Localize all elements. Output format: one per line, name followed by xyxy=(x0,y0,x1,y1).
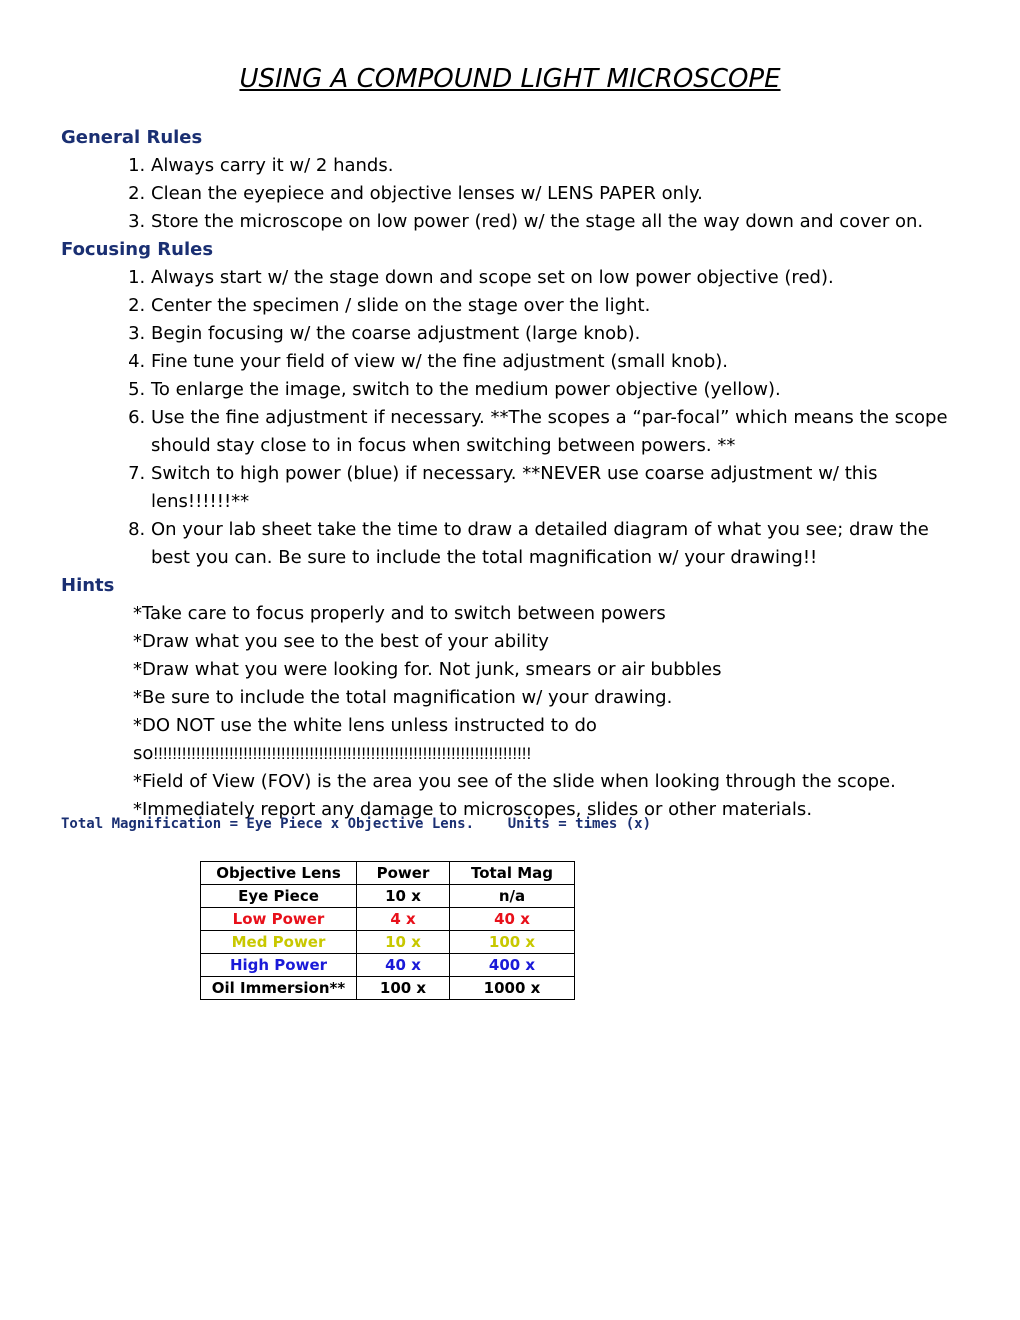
table-cell: 10 x xyxy=(357,931,450,954)
list-item: 1. Always start w/ the stage down and scope set on low power objective (red). xyxy=(151,264,971,292)
table-row xyxy=(201,954,575,977)
list-item: *Draw what you see to the best of your ability xyxy=(133,631,549,652)
table-cell: Med Power xyxy=(201,931,357,954)
magnification-table xyxy=(200,861,575,1000)
table-cell: 4 x xyxy=(357,908,450,931)
table-cell: n/a xyxy=(450,885,575,908)
list-item xyxy=(133,712,971,768)
table-header-row xyxy=(201,862,575,885)
table-cell: 40 x xyxy=(357,954,450,977)
list-item: 5. To enlarge the image, switch to the medium power objective (yellow). xyxy=(151,376,971,404)
table-row xyxy=(201,977,575,1000)
table-row xyxy=(201,931,575,954)
hints-heading: Hints xyxy=(61,575,115,596)
exclamation-marks: !!!!!!!!!!!!!!!!!!!!!!!!!!!!!!!!!!!!!!!!!!!!!!!!!!!!!!!!!!!!!!!!!!!!!!!!!!!!!!!! xyxy=(153,744,532,763)
table-row xyxy=(201,885,575,908)
list-item: *Take care to focus properly and to switch between powers xyxy=(133,603,666,624)
list-item: 2. Center the specimen / slide on the stage over the light. xyxy=(151,292,971,320)
table-header: Total Mag xyxy=(450,862,575,885)
table-cell: 100 x xyxy=(450,931,575,954)
table-cell: 400 x xyxy=(450,954,575,977)
magnification-formula: Total Magnification = Eye Piece x Objective Lens. Units = times (x) xyxy=(61,816,652,832)
table-cell: 1000 x xyxy=(450,977,575,1000)
general-rules-heading: General Rules xyxy=(61,127,203,148)
list-item: 3. Begin focusing w/ the coarse adjustment (large knob). xyxy=(151,320,971,348)
list-item: 1. Always carry it w/ 2 hands. xyxy=(151,152,971,180)
page-title: USING A COMPOUND LIGHT MICROSCOPE xyxy=(239,64,781,94)
table-cell: Low Power xyxy=(201,908,357,931)
list-item: 2. Clean the eyepiece and objective lenses w/ LENS PAPER only. xyxy=(151,180,971,208)
list-item: *Field of View (FOV) is the area you see of the slide when looking through the scope. xyxy=(133,771,896,792)
focusing-rules-heading: Focusing Rules xyxy=(61,239,214,260)
table-cell: Eye Piece xyxy=(201,885,357,908)
list-item: 3. Store the microscope on low power (red) w/ the stage all the way down and cover on. xyxy=(151,208,971,236)
rules-content xyxy=(61,124,971,824)
list-item: 4. Fine tune your field of view w/ the fine adjustment (small knob). xyxy=(151,348,971,376)
list-item: 7. Switch to high power (blue) if necessary. **NEVER use coarse adjustment w/ this lens!!!!!!** xyxy=(151,460,971,516)
list-item: *Draw what you were looking for. Not junk, smears or air bubbles xyxy=(133,659,722,680)
list-item: *Be sure to include the total magnification w/ your drawing. xyxy=(133,687,673,708)
list-item: 8. On your lab sheet take the time to draw a detailed diagram of what you see; draw the best you can. Be sure to include the total magnification w/ your drawing!! xyxy=(151,516,971,572)
table-cell: 10 x xyxy=(357,885,450,908)
list-item: *Immediately report any damage to microscopes, slides or other materials. xyxy=(133,799,813,820)
table-cell: 40 x xyxy=(450,908,575,931)
list-item: 6. Use the fine adjustment if necessary. **The scopes a “par-focal” which means the scope should stay close to in focus when switching between powers. ** xyxy=(151,404,971,460)
table-cell: Oil Immersion** xyxy=(201,977,357,1000)
focusing-rules-list xyxy=(61,264,971,572)
hint-text: *DO NOT use the white lens unless instructed to do so xyxy=(133,715,597,764)
table-cell: 100 x xyxy=(357,977,450,1000)
table-header: Power xyxy=(357,862,450,885)
general-rules-list xyxy=(61,152,971,236)
table-header: Objective Lens xyxy=(201,862,357,885)
table-row xyxy=(201,908,575,931)
table-cell: High Power xyxy=(201,954,357,977)
hints-list xyxy=(61,600,971,824)
